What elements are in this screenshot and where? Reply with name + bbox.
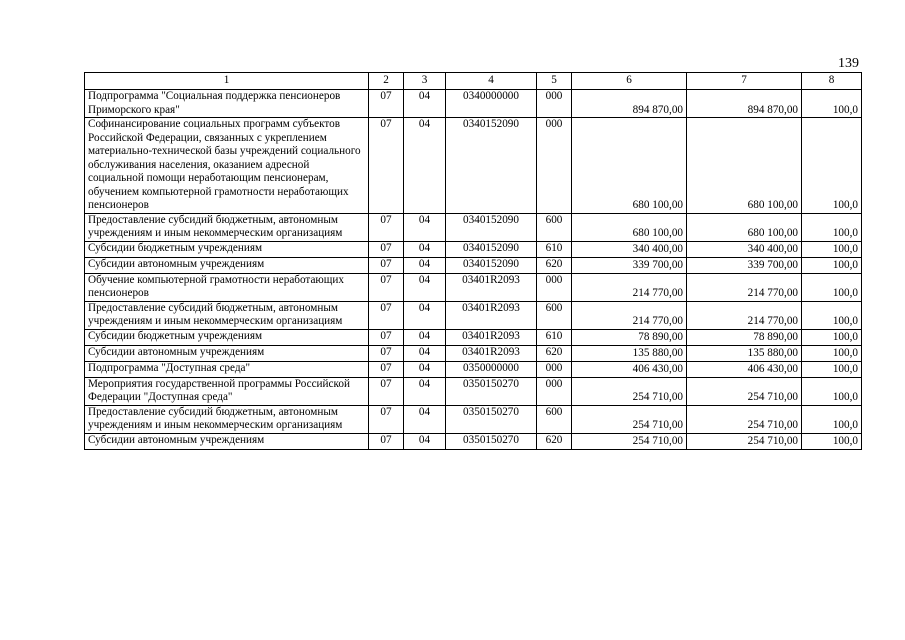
row-actual-amount: 214 770,00 [687, 301, 802, 329]
row-subsection: 04 [404, 433, 446, 449]
row-expense-type: 610 [537, 241, 572, 257]
row-percent: 100,0 [802, 345, 862, 361]
row-name: Субсидии автономным учреждениям [85, 257, 369, 273]
row-percent: 100,0 [802, 433, 862, 449]
row-section: 07 [369, 241, 404, 257]
row-actual-amount: 78 890,00 [687, 329, 802, 345]
row-expense-type: 000 [537, 273, 572, 301]
row-percent: 100,0 [802, 301, 862, 329]
row-section: 07 [369, 329, 404, 345]
row-target-code: 0350150270 [446, 433, 537, 449]
row-subsection: 04 [404, 377, 446, 405]
row-subsection: 04 [404, 241, 446, 257]
row-section: 07 [369, 301, 404, 329]
table-row [85, 241, 862, 257]
row-subsection: 04 [404, 90, 446, 118]
table-row [85, 433, 862, 449]
row-subsection: 04 [404, 405, 446, 433]
row-name: Субсидии бюджетным учреждениям [85, 329, 369, 345]
row-expense-type: 620 [537, 257, 572, 273]
table-row [85, 345, 862, 361]
row-target-code: 03401R2093 [446, 301, 537, 329]
row-actual-amount: 135 880,00 [687, 345, 802, 361]
row-plan-amount: 339 700,00 [572, 257, 687, 273]
row-subsection: 04 [404, 301, 446, 329]
row-name: Обучение компьютерной грамотности неработающих пенсионеров [85, 273, 369, 301]
row-plan-amount: 135 880,00 [572, 345, 687, 361]
row-target-code: 0350150270 [446, 377, 537, 405]
row-target-code: 0340152090 [446, 241, 537, 257]
row-target-code: 0340152090 [446, 213, 537, 241]
row-actual-amount: 680 100,00 [687, 213, 802, 241]
row-plan-amount: 340 400,00 [572, 241, 687, 257]
row-name: Предоставление субсидий бюджетным, автономным учреждениям и иным некоммерческим организациям [85, 405, 369, 433]
page-number: 139 [838, 56, 859, 71]
row-subsection: 04 [404, 329, 446, 345]
row-subsection: 04 [404, 257, 446, 273]
table-row [85, 329, 862, 345]
row-target-code: 03401R2093 [446, 273, 537, 301]
row-subsection: 04 [404, 213, 446, 241]
table-row [85, 361, 862, 377]
row-expense-type: 600 [537, 301, 572, 329]
row-section: 07 [369, 90, 404, 118]
row-target-code: 03401R2093 [446, 329, 537, 345]
header-cell: 2 [369, 73, 404, 90]
row-percent: 100,0 [802, 361, 862, 377]
header-cell: 6 [572, 73, 687, 90]
row-section: 07 [369, 213, 404, 241]
header-cell: 1 [85, 73, 369, 90]
row-section: 07 [369, 257, 404, 273]
row-actual-amount: 339 700,00 [687, 257, 802, 273]
row-plan-amount: 254 710,00 [572, 405, 687, 433]
row-expense-type: 000 [537, 361, 572, 377]
row-subsection: 04 [404, 118, 446, 214]
table-header [85, 73, 862, 90]
row-actual-amount: 254 710,00 [687, 377, 802, 405]
row-name: Предоставление субсидий бюджетным, автономным учреждениям и иным некоммерческим организациям [85, 301, 369, 329]
row-section: 07 [369, 273, 404, 301]
row-name: Софинансирование социальных программ субъектов Российской Федерации, связанных с укреплением материально-технической базы учреждений социального обслуживания населения, оказанием адресной социальной помощи неработающим пенсионерам, обучением компьютерной грамотности неработающих пенсионеров [85, 118, 369, 214]
table-row [85, 377, 862, 405]
row-actual-amount: 254 710,00 [687, 433, 802, 449]
row-percent: 100,0 [802, 377, 862, 405]
row-actual-amount: 680 100,00 [687, 118, 802, 214]
row-target-code: 03401R2093 [446, 345, 537, 361]
row-target-code: 0340000000 [446, 90, 537, 118]
row-percent: 100,0 [802, 90, 862, 118]
row-name: Мероприятия государственной программы Российской Федерации "Доступная среда" [85, 377, 369, 405]
row-percent: 100,0 [802, 118, 862, 214]
row-plan-amount: 254 710,00 [572, 433, 687, 449]
row-percent: 100,0 [802, 241, 862, 257]
row-name: Подпрограмма "Социальная поддержка пенсионеров Приморского края" [85, 90, 369, 118]
row-section: 07 [369, 118, 404, 214]
row-actual-amount: 406 430,00 [687, 361, 802, 377]
table-row [85, 118, 862, 214]
row-percent: 100,0 [802, 257, 862, 273]
header-cell: 5 [537, 73, 572, 90]
row-section: 07 [369, 361, 404, 377]
row-plan-amount: 680 100,00 [572, 213, 687, 241]
row-plan-amount: 214 770,00 [572, 273, 687, 301]
row-section: 07 [369, 345, 404, 361]
row-plan-amount: 680 100,00 [572, 118, 687, 214]
row-percent: 100,0 [802, 329, 862, 345]
row-name: Субсидии автономным учреждениям [85, 345, 369, 361]
row-section: 07 [369, 377, 404, 405]
row-expense-type: 600 [537, 213, 572, 241]
row-plan-amount: 78 890,00 [572, 329, 687, 345]
row-plan-amount: 214 770,00 [572, 301, 687, 329]
row-expense-type: 620 [537, 345, 572, 361]
table-row [85, 257, 862, 273]
row-name: Подпрограмма "Доступная среда" [85, 361, 369, 377]
row-subsection: 04 [404, 361, 446, 377]
table-row [85, 273, 862, 301]
header-cell: 8 [802, 73, 862, 90]
row-subsection: 04 [404, 273, 446, 301]
row-target-code: 0350150270 [446, 405, 537, 433]
row-plan-amount: 254 710,00 [572, 377, 687, 405]
row-name: Субсидии автономным учреждениям [85, 433, 369, 449]
row-percent: 100,0 [802, 213, 862, 241]
header-cell: 7 [687, 73, 802, 90]
row-section: 07 [369, 433, 404, 449]
table-body [85, 90, 862, 450]
budget-table [84, 72, 862, 450]
row-expense-type: 000 [537, 377, 572, 405]
row-actual-amount: 254 710,00 [687, 405, 802, 433]
header-cell: 4 [446, 73, 537, 90]
table-row [85, 90, 862, 118]
row-plan-amount: 406 430,00 [572, 361, 687, 377]
row-actual-amount: 340 400,00 [687, 241, 802, 257]
row-plan-amount: 894 870,00 [572, 90, 687, 118]
row-target-code: 0350000000 [446, 361, 537, 377]
row-expense-type: 600 [537, 405, 572, 433]
row-expense-type: 620 [537, 433, 572, 449]
header-cell: 3 [404, 73, 446, 90]
row-percent: 100,0 [802, 273, 862, 301]
row-actual-amount: 214 770,00 [687, 273, 802, 301]
table-row [85, 405, 862, 433]
row-expense-type: 610 [537, 329, 572, 345]
row-expense-type: 000 [537, 118, 572, 214]
row-percent: 100,0 [802, 405, 862, 433]
row-expense-type: 000 [537, 90, 572, 118]
row-name: Субсидии бюджетным учреждениям [85, 241, 369, 257]
row-target-code: 0340152090 [446, 257, 537, 273]
row-section: 07 [369, 405, 404, 433]
row-target-code: 0340152090 [446, 118, 537, 214]
table-row [85, 301, 862, 329]
table-row [85, 213, 862, 241]
row-subsection: 04 [404, 345, 446, 361]
row-name: Предоставление субсидий бюджетным, автономным учреждениям и иным некоммерческим организациям [85, 213, 369, 241]
row-actual-amount: 894 870,00 [687, 90, 802, 118]
